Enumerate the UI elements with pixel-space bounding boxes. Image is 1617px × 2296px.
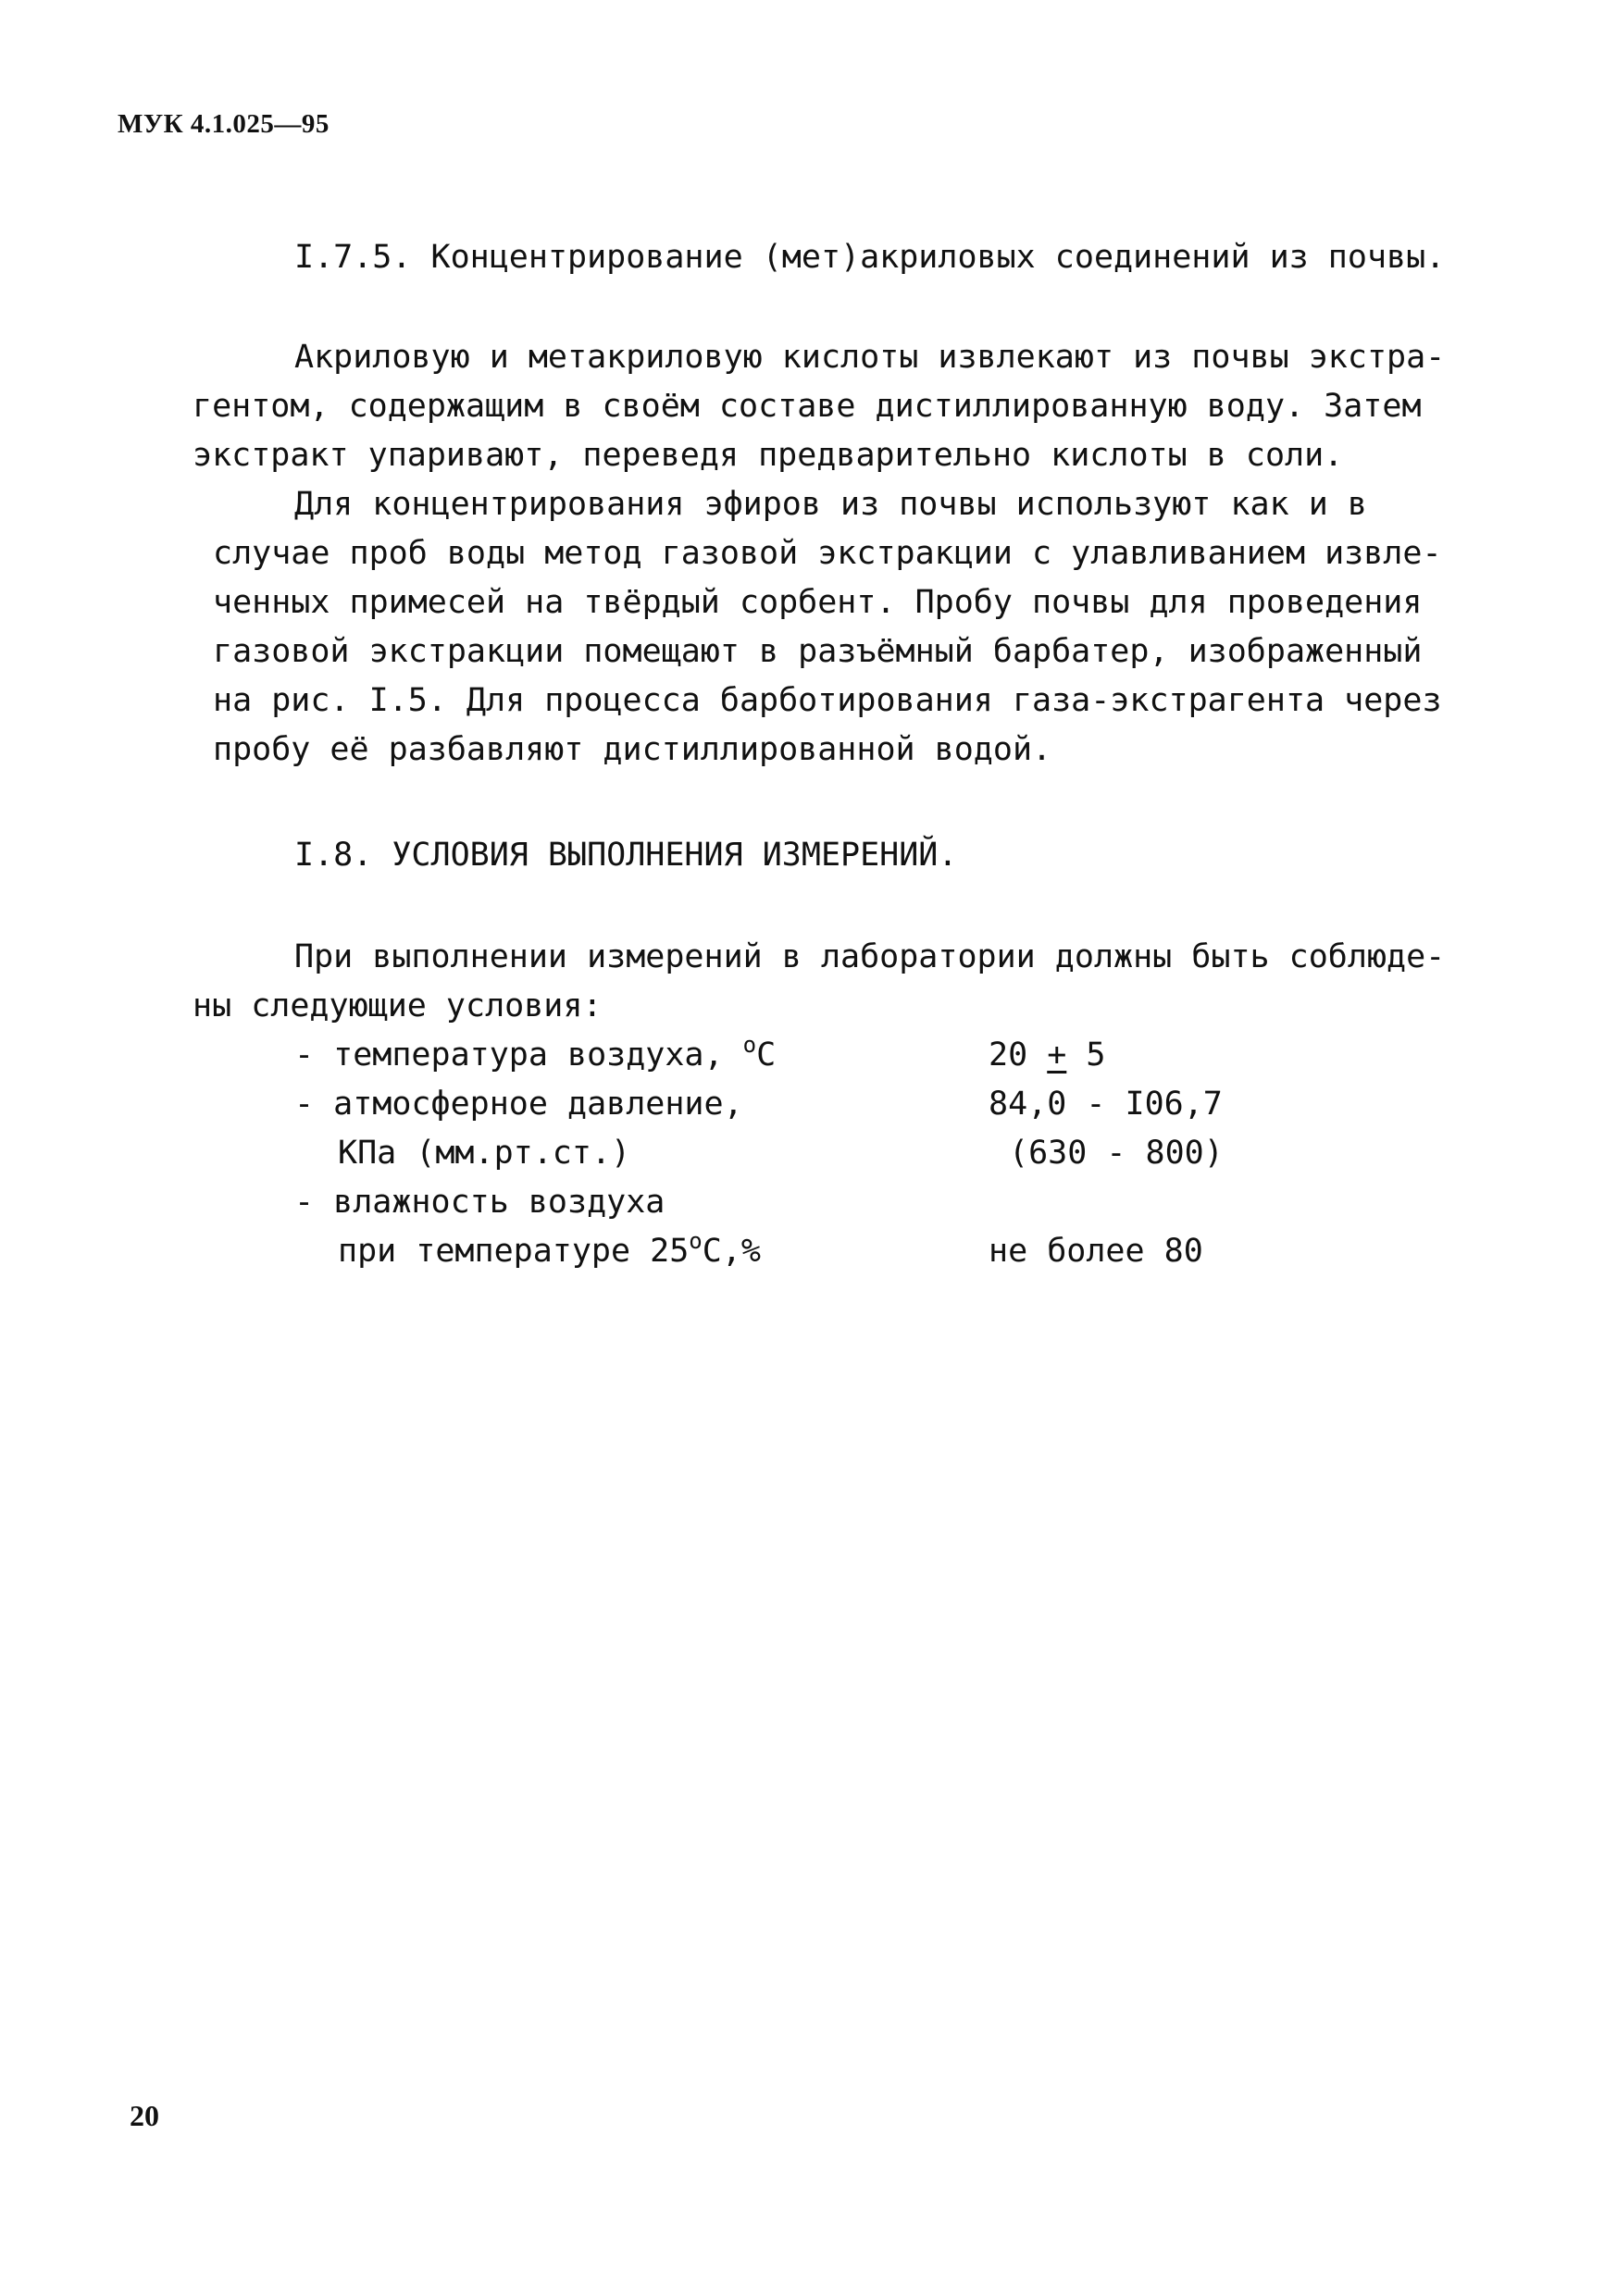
condition-pressure-label: - атмосферное давление, (294, 1086, 743, 1123)
condition-pressure-label-cont: КПа (мм.рт.ст.) (338, 1135, 631, 1172)
intro-line: ны следующие условия: (193, 987, 603, 1024)
paragraph2-line: случае проб воды метод газовой экстракции с улавливанием извле- (213, 535, 1442, 572)
condition-humidity-label: - влажность воздуха (294, 1184, 665, 1221)
paragraph2-line: Для концентрирования эфиров из почвы используют как и в (294, 486, 1367, 523)
degree-sup: о (689, 1228, 703, 1254)
paragraph2-line: ченных примесей на твёрдый сорбент. Пробу почвы для проведения (213, 584, 1423, 621)
page-number: 20 (130, 2099, 159, 2132)
paragraph1-line: Акриловую и метакриловую кислоты извлекают из почвы экстра- (294, 339, 1446, 376)
document-header: МУК 4.1.025—95 (118, 109, 330, 139)
paragraph1-line: экстракт упаривают, переведя предварительно кислоты в соли. (193, 437, 1344, 474)
intro-line: При выполнении измерений в лаборатории должны быть соблюде- (294, 938, 1446, 975)
plus-minus: + (1047, 1036, 1067, 1074)
degree-sup: о (742, 1032, 757, 1058)
condition-pressure-value-cont: (630 - 800) (1009, 1135, 1224, 1172)
paragraph2-line: пробу её разбавляют дистиллированной водой. (213, 731, 1052, 768)
condition-humidity-label-cont: при температуре $25^оС,\%$ (338, 1228, 761, 1270)
paragraph2-line: газовой экстракции помещают в разъёмный барбатер, изображенный (213, 633, 1423, 670)
section-175-title: I.7.5. Концентрирование (мет)акриловых соединений из почвы. (294, 239, 1446, 276)
paragraph1-line: гентом, содержащим в своём составе дистиллированную воду. Затем (193, 388, 1422, 425)
section-18-title: I.8. УСЛОВИЯ ВЫПОЛНЕНИЯ ИЗМЕРЕНИЙ. (294, 837, 958, 874)
paragraph2-line: на рис. I.5. Для процесса барботирования газа-экстрагента через (213, 682, 1442, 719)
condition-temperature-label: - температура воздуха, $^о$С (294, 1032, 777, 1074)
condition-humidity-value: не более 80 (989, 1233, 1203, 1270)
condition-pressure-value: 84,0 - I06,7 (989, 1086, 1223, 1123)
condition-temperature-value: 20 + 5 (989, 1036, 1106, 1074)
